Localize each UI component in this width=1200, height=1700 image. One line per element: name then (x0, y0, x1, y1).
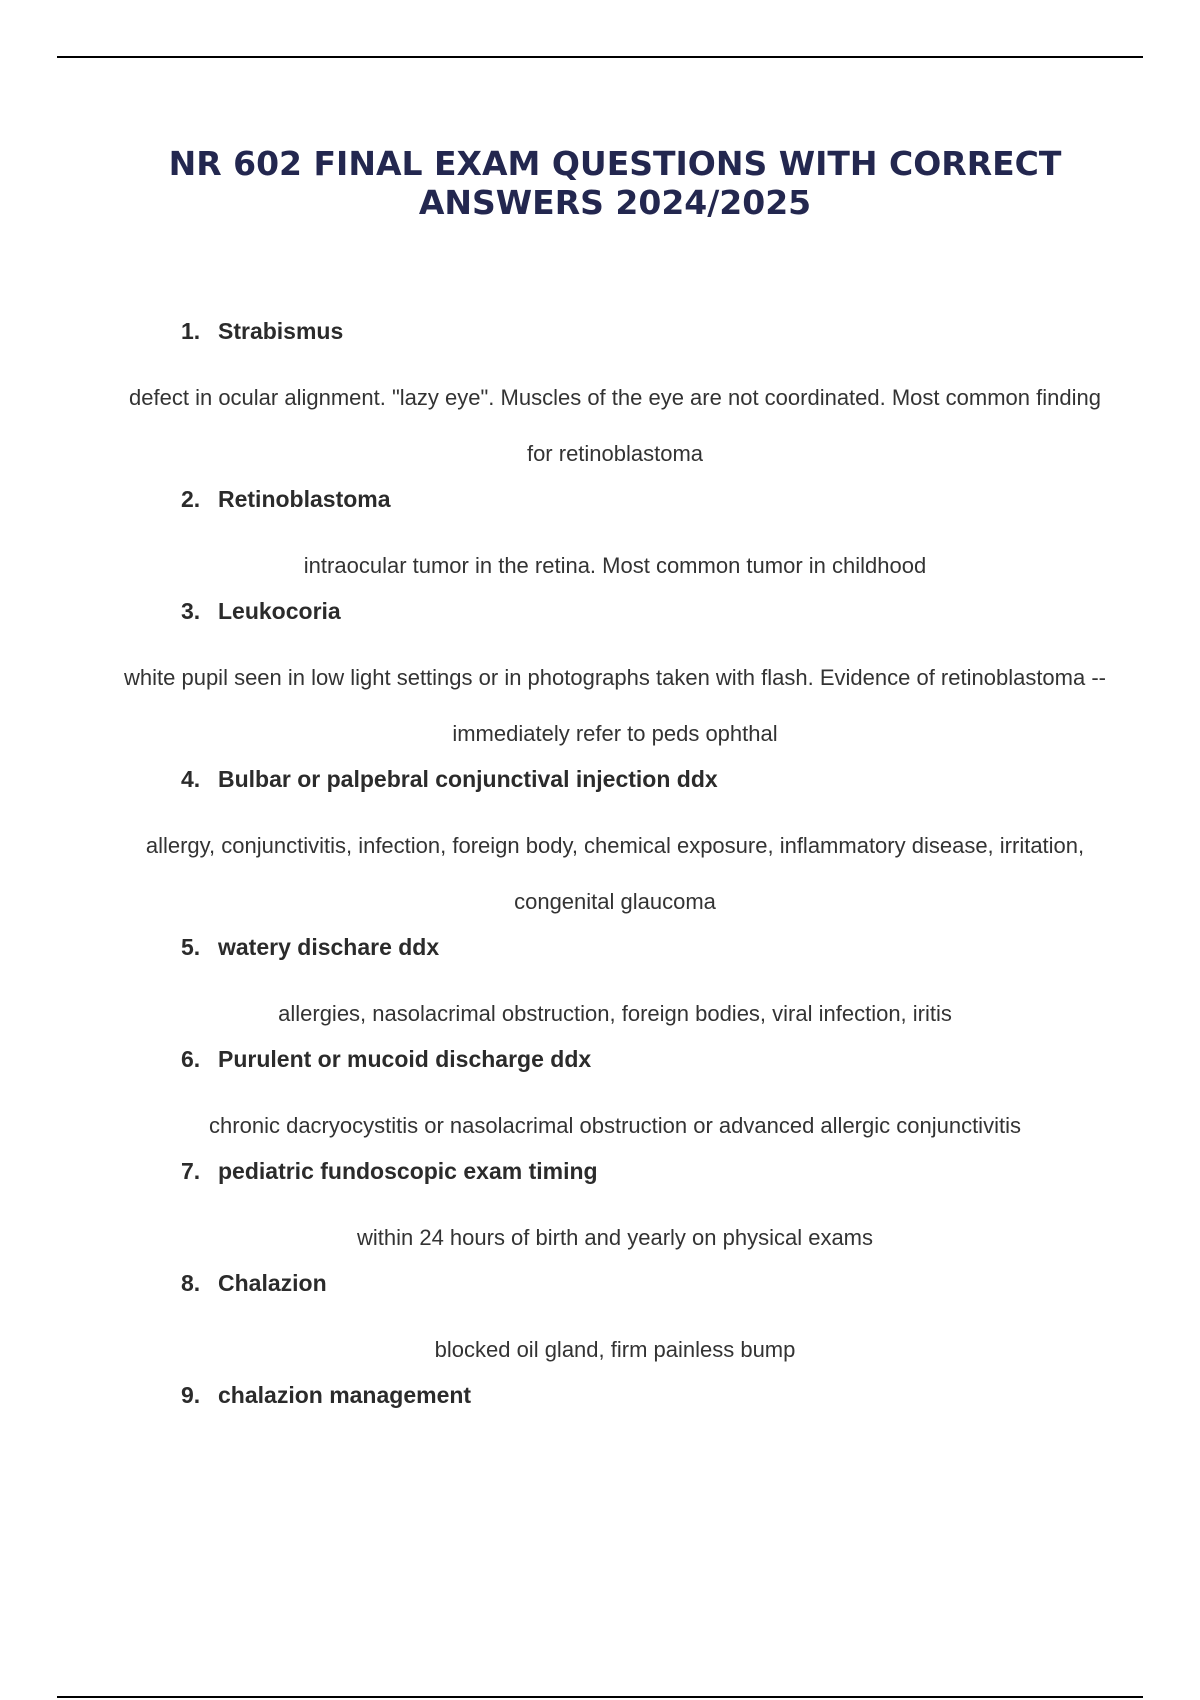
question-text: Strabismus (218, 318, 344, 344)
question-text: pediatric fundoscopic exam timing (218, 1158, 598, 1184)
question (0, 314, 1200, 370)
question (0, 1042, 1200, 1098)
question (0, 1154, 1200, 1210)
answer-text: white pupil seen in low light settings or in photographs taken with flash. Evidence of retinoblastoma -- immediately refer to peds ophthal (124, 665, 1106, 746)
question-number: 3. (181, 598, 201, 624)
question-text: Chalazion (218, 1270, 327, 1296)
question-number: 1. (181, 318, 201, 344)
qa-item-5 (0, 930, 1200, 1042)
question-number: 7. (181, 1158, 201, 1184)
question-text: watery dischare ddx (218, 934, 440, 960)
bottom-rule (57, 1696, 1143, 1698)
question-text: Retinoblastoma (218, 486, 391, 512)
question (0, 482, 1200, 538)
qa-list (0, 314, 1200, 1434)
answer-text: blocked oil gland, firm painless bump (434, 1337, 796, 1362)
qa-item-6 (0, 1042, 1200, 1154)
answer-text: defect in ocular alignment. "lazy eye". Muscles of the eye are not coordinated. Most common finding for retinoblastoma (129, 385, 1101, 466)
qa-item-2 (0, 482, 1200, 594)
question-text: Purulent or mucoid discharge ddx (218, 1046, 592, 1072)
question-number: 2. (181, 486, 201, 512)
answer-text: within 24 hours of birth and yearly on physical exams (356, 1225, 874, 1250)
document-title: NR 602 FINAL EXAM QUESTIONS WITH CORRECT ANSWERS 2024/2025 (168, 144, 1062, 222)
top-rule (57, 56, 1143, 58)
answer-text: allergies, nasolacrimal obstruction, foreign bodies, viral infection, iritis (278, 1001, 952, 1026)
qa-item-3 (0, 594, 1200, 762)
qa-item-1 (0, 314, 1200, 482)
question-text: Bulbar or palpebral conjunctival injection ddx (218, 766, 718, 792)
question (0, 594, 1200, 650)
qa-item-7 (0, 1154, 1200, 1266)
question (0, 1266, 1200, 1322)
answer-text: intraocular tumor in the retina. Most common tumor in childhood (303, 553, 927, 578)
question-number: 6. (181, 1046, 201, 1072)
question-number: 9. (181, 1382, 201, 1408)
question-text: chalazion management (218, 1382, 472, 1408)
question-text: Leukocoria (218, 598, 341, 624)
question-number: 8. (181, 1270, 201, 1296)
question (0, 762, 1200, 818)
question-number: 4. (181, 766, 201, 792)
qa-item-8 (0, 1266, 1200, 1378)
question (0, 930, 1200, 986)
question-number: 5. (181, 934, 201, 960)
qa-item-4 (0, 762, 1200, 930)
answer-text: chronic dacryocystitis or nasolacrimal obstruction or advanced allergic conjunctivitis (209, 1113, 1021, 1138)
question (0, 1378, 1200, 1434)
qa-item-9 (0, 1378, 1200, 1434)
answer-text: allergy, conjunctivitis, infection, foreign body, chemical exposure, inflammatory disease, irritation, congenital glaucoma (145, 833, 1085, 914)
